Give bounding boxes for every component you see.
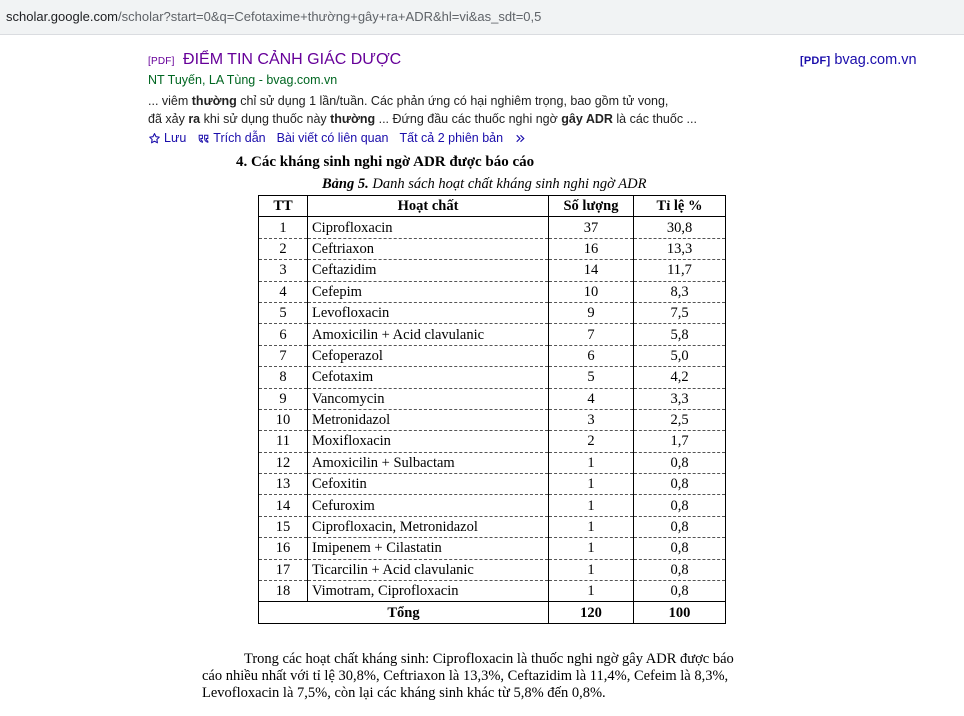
cell-tt: 10: [259, 409, 308, 430]
total-percent: 100: [634, 602, 726, 623]
table-row: [259, 409, 726, 430]
cell-count: 10: [549, 281, 634, 302]
cite-button[interactable]: [197, 131, 265, 145]
cell-tt: 14: [259, 495, 308, 516]
cell-percent: 0,8: [634, 538, 726, 559]
url-path: /scholar?start=0&q=Cefotaxime+thường+gây+ra+ADR&hl=vi&as_sdt=0,5: [118, 9, 542, 24]
cell-active-ingredient: Cefepim: [308, 281, 549, 302]
cell-percent: 11,7: [634, 260, 726, 281]
snippet-line-2: [148, 111, 697, 127]
result-authors: NT Tuyến, LA Tùng - bvag.com.vn: [148, 73, 338, 87]
snippet-segment: ... Đứng đầu các thuốc nghi ngờ: [375, 112, 562, 126]
cell-percent: 5,0: [634, 345, 726, 366]
side-pdf-tag: [PDF]: [800, 55, 831, 67]
cell-percent: 0,8: [634, 581, 726, 602]
cell-tt: 6: [259, 324, 308, 345]
cell-tt: 4: [259, 281, 308, 302]
cell-count: 1: [549, 559, 634, 580]
cell-percent: 30,8: [634, 217, 726, 238]
cell-percent: 0,8: [634, 559, 726, 580]
cell-percent: 1,7: [634, 431, 726, 452]
cell-percent: 13,3: [634, 238, 726, 259]
cell-percent: 0,8: [634, 495, 726, 516]
table-row: [259, 474, 726, 495]
cell-count: 3: [549, 409, 634, 430]
cell-active-ingredient: Ceftriaxon: [308, 238, 549, 259]
table-row: [259, 217, 726, 238]
snippet-segment: chỉ sử dụng 1 lần/tuần. Các phản ứng có hại nghiêm trọng, bao gồm tử vong,: [236, 94, 669, 108]
cell-percent: 3,3: [634, 388, 726, 409]
cell-active-ingredient: Ciprofloxacin, Metronidazol: [308, 516, 549, 537]
table-row: [259, 281, 726, 302]
cell-count: 6: [549, 345, 634, 366]
double-chevron-right-icon: [514, 132, 527, 145]
cell-active-ingredient: Amoxicilin + Acid clavulanic: [308, 324, 549, 345]
cell-active-ingredient: Ciprofloxacin: [308, 217, 549, 238]
related-label: Bài viết có liên quan: [276, 131, 389, 145]
cell-count: 16: [549, 238, 634, 259]
table-header-row: [259, 196, 726, 217]
total-count: 120: [549, 602, 634, 623]
cell-count: 4: [549, 388, 634, 409]
cell-count: 1: [549, 538, 634, 559]
cell-tt: 15: [259, 516, 308, 537]
table-row: [259, 581, 726, 602]
cell-tt: 7: [259, 345, 308, 366]
table-row: [259, 431, 726, 452]
cell-tt: 3: [259, 260, 308, 281]
cell-active-ingredient: Vimotram, Ciprofloxacin: [308, 581, 549, 602]
cell-count: 2: [549, 431, 634, 452]
cell-active-ingredient: Cefoxitin: [308, 474, 549, 495]
cell-active-ingredient: Amoxicilin + Sulbactam: [308, 452, 549, 473]
summary-paragraph: [202, 651, 792, 702]
paragraph-line-3: Levofloxacin là 7,5%, còn lại các kháng sinh khác từ 5,8% đến 0,8%.: [202, 685, 606, 701]
caption-label: Bảng 5.: [322, 176, 369, 192]
result-actions: [148, 131, 527, 145]
cell-tt: 2: [259, 238, 308, 259]
table-row: [259, 388, 726, 409]
header-percent: Tỉ lệ %: [634, 196, 726, 217]
snippet-segment: gây ADR: [561, 112, 613, 126]
cell-active-ingredient: Cefoperazol: [308, 345, 549, 366]
cell-percent: 0,8: [634, 516, 726, 537]
save-button[interactable]: [148, 131, 186, 145]
snippet-segment: thường: [330, 112, 376, 126]
table-row: [259, 559, 726, 580]
cell-count: 7: [549, 324, 634, 345]
table-row: [259, 238, 726, 259]
cite-label: Trích dẫn: [213, 131, 266, 145]
cell-percent: 5,8: [634, 324, 726, 345]
table-caption: [322, 176, 646, 193]
table-row: [259, 260, 726, 281]
cell-active-ingredient: Ticarcilin + Acid clavulanic: [308, 559, 549, 580]
header-active-ingredient: Hoạt chất: [308, 196, 549, 217]
table-row: [259, 495, 726, 516]
cell-count: 1: [549, 452, 634, 473]
cell-tt: 17: [259, 559, 308, 580]
snippet-segment: khi sử dụng thuốc này: [200, 112, 331, 126]
total-label: Tổng: [259, 602, 549, 623]
header-tt: TT: [259, 196, 308, 217]
cell-count: 5: [549, 367, 634, 388]
table-row: [259, 538, 726, 559]
snippet-line-1: [148, 93, 668, 109]
cell-count: 1: [549, 474, 634, 495]
cell-active-ingredient: Cefotaxim: [308, 367, 549, 388]
cell-tt: 12: [259, 452, 308, 473]
snippet-segment: ... viêm: [148, 94, 192, 108]
star-icon: [148, 132, 161, 145]
table-row: [259, 324, 726, 345]
cell-count: 14: [549, 260, 634, 281]
paragraph-line-2: cáo nhiều nhất với tỉ lệ 30,8%, Ceftriaxon là 13,3%, Ceftazidim là 11,4%, Cefeim là 8,3%,: [202, 668, 729, 684]
snippet-segment: thường: [191, 94, 237, 108]
table-row: [259, 302, 726, 323]
snippet-segment: đã xảy: [148, 112, 189, 126]
more-button[interactable]: [514, 132, 527, 145]
caption-text: Danh sách hoạt chất kháng sinh nghi ngờ ADR: [368, 176, 647, 192]
cell-percent: 8,3: [634, 281, 726, 302]
cell-active-ingredient: Moxifloxacin: [308, 431, 549, 452]
cell-count: 1: [549, 516, 634, 537]
cell-tt: 9: [259, 388, 308, 409]
table-row: [259, 345, 726, 366]
result-title-text: ĐIỂM TIN CẢNH GIÁC DƯỢC: [183, 51, 402, 68]
cell-percent: 0,8: [634, 452, 726, 473]
table-total-row: [259, 602, 726, 623]
cell-tt: 11: [259, 431, 308, 452]
cell-percent: 4,2: [634, 367, 726, 388]
cell-active-ingredient: Vancomycin: [308, 388, 549, 409]
table-row: [259, 367, 726, 388]
cell-tt: 5: [259, 302, 308, 323]
cell-tt: 18: [259, 581, 308, 602]
result-title-link[interactable]: [148, 51, 401, 69]
related-articles-link[interactable]: [277, 131, 389, 145]
section-heading: 4. Các kháng sinh nghi ngờ ADR được báo cáo: [236, 154, 535, 170]
pdf-side-link[interactable]: [800, 52, 917, 68]
url-host: scholar.google.com: [6, 9, 119, 24]
url-text[interactable]: [6, 9, 541, 24]
snippet-segment: ra: [188, 112, 201, 126]
cell-count: 1: [549, 581, 634, 602]
table-row: [259, 452, 726, 473]
cell-active-ingredient: Metronidazol: [308, 409, 549, 430]
cell-percent: 2,5: [634, 409, 726, 430]
paragraph-line-1: Trong các hoạt chất kháng sinh: Ciprofloxacin là thuốc nghi ngờ gây ADR được báo: [244, 651, 734, 667]
cell-active-ingredient: Imipenem + Cilastatin: [308, 538, 549, 559]
cell-percent: 7,5: [634, 302, 726, 323]
snippet-segment: là các thuốc ...: [612, 112, 697, 126]
cell-count: 9: [549, 302, 634, 323]
header-count: Số lượng: [549, 196, 634, 217]
cell-count: 1: [549, 495, 634, 516]
cell-active-ingredient: Ceftazidim: [308, 260, 549, 281]
cell-tt: 13: [259, 474, 308, 495]
cell-count: 37: [549, 217, 634, 238]
cell-tt: 1: [259, 217, 308, 238]
table-row: [259, 516, 726, 537]
cell-active-ingredient: Cefuroxim: [308, 495, 549, 516]
cell-tt: 16: [259, 538, 308, 559]
quote-icon: [197, 132, 210, 145]
pdf-tag: [PDF]: [148, 56, 175, 67]
antibiotic-table: [258, 195, 726, 624]
address-bar[interactable]: [0, 0, 964, 35]
cell-active-ingredient: Levofloxacin: [308, 302, 549, 323]
versions-label: Tất cả 2 phiên bản: [399, 131, 504, 145]
cell-tt: 8: [259, 367, 308, 388]
all-versions-link[interactable]: [400, 131, 504, 145]
side-domain: bvag.com.vn: [834, 52, 917, 68]
save-label: Lưu: [164, 131, 187, 145]
cell-percent: 0,8: [634, 474, 726, 495]
